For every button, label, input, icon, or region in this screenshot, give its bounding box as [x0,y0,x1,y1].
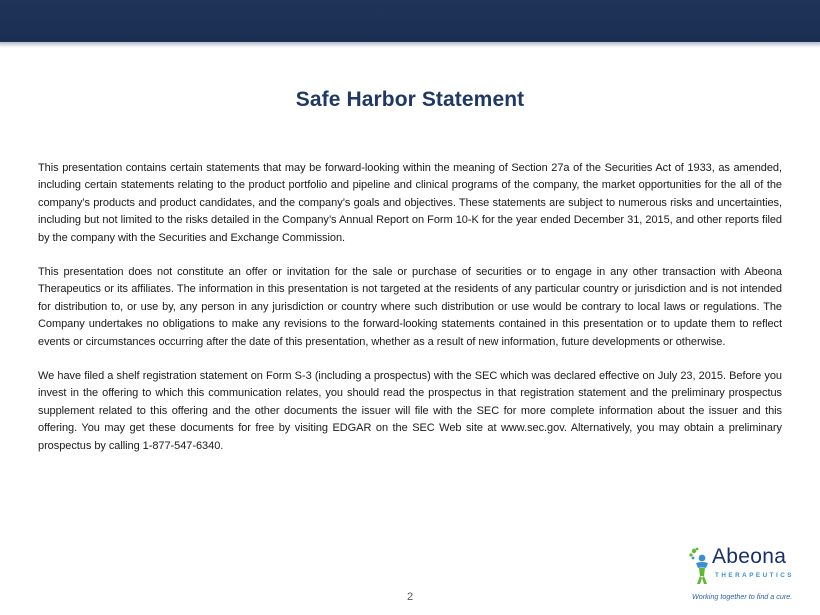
no-offer-paragraph: This presentation does not constitute an offer or invitation for the sale or purchase of securities or to engage in any other transaction with Abeona Therapeutics or its affiliates. The information in this presentation is not targeted at the residents of any particular country or jurisdiction and is not intended for distribution to, or use by, any person in any jurisdiction or country where such distribution or use would be contrary to local laws or regulations. The Company undertakes no obligations to make any revisions to the forward-looking statements contained in this presentation or to update them to reflect events or circumstances occurring after the date of this presentation, whether as a result of new information, future developments or otherwise. [38,266,782,348]
forward-looking-paragraph: This presentation contains certain statements that may be forward-looking within the meaning of Section 27a of the Securities Act of 1933, as amended, including certain statements relating to the product portfolio and pipeline and clinical programs of the company, the market opportunities for the all of the company’s products and product candidates, and the company’s goals and objectives. These statements are subject to numerous risks and uncertainties, including but not limited to the risks detailed in the Company’s Annual Report on Form 10-K for the year ended December 31, 2015, and other reports filed by the company with the Securities and Exchange Commission. [38,162,782,244]
abeona-logo [688,544,812,608]
logo-tagline: Working together to find a cure. [692,592,793,601]
page-number: 2 [406,591,414,603]
shelf-registration-paragraph: We have filed a shelf registration statement on Form S-3 (including a prospectus) with the SEC which was declared effective on July 23, 2015. Before you invest in the offering to which this communication relates, you should read the prospectus in that registration statement and the preliminary prospectus supplement related to this offering and the other documents the issuer will file with the SEC for more complete information about the issuer and this offering. You may get these documents for free by visiting EDGAR on the SEC Web site at www.sec.gov. Alternatively, you may obtain a preliminary prospectus by calling 1-877-547-6340. [38,370,782,452]
logo-subtitle: THERAPEUTICS [715,572,794,579]
abeona-figure-icon [688,546,714,586]
logo-name: Abeona [712,545,787,568]
header-bar [0,0,820,42]
slide-title: Safe Harbor Statement [295,88,525,111]
slide-body [38,160,782,472]
header-bar-shadow [0,42,820,48]
